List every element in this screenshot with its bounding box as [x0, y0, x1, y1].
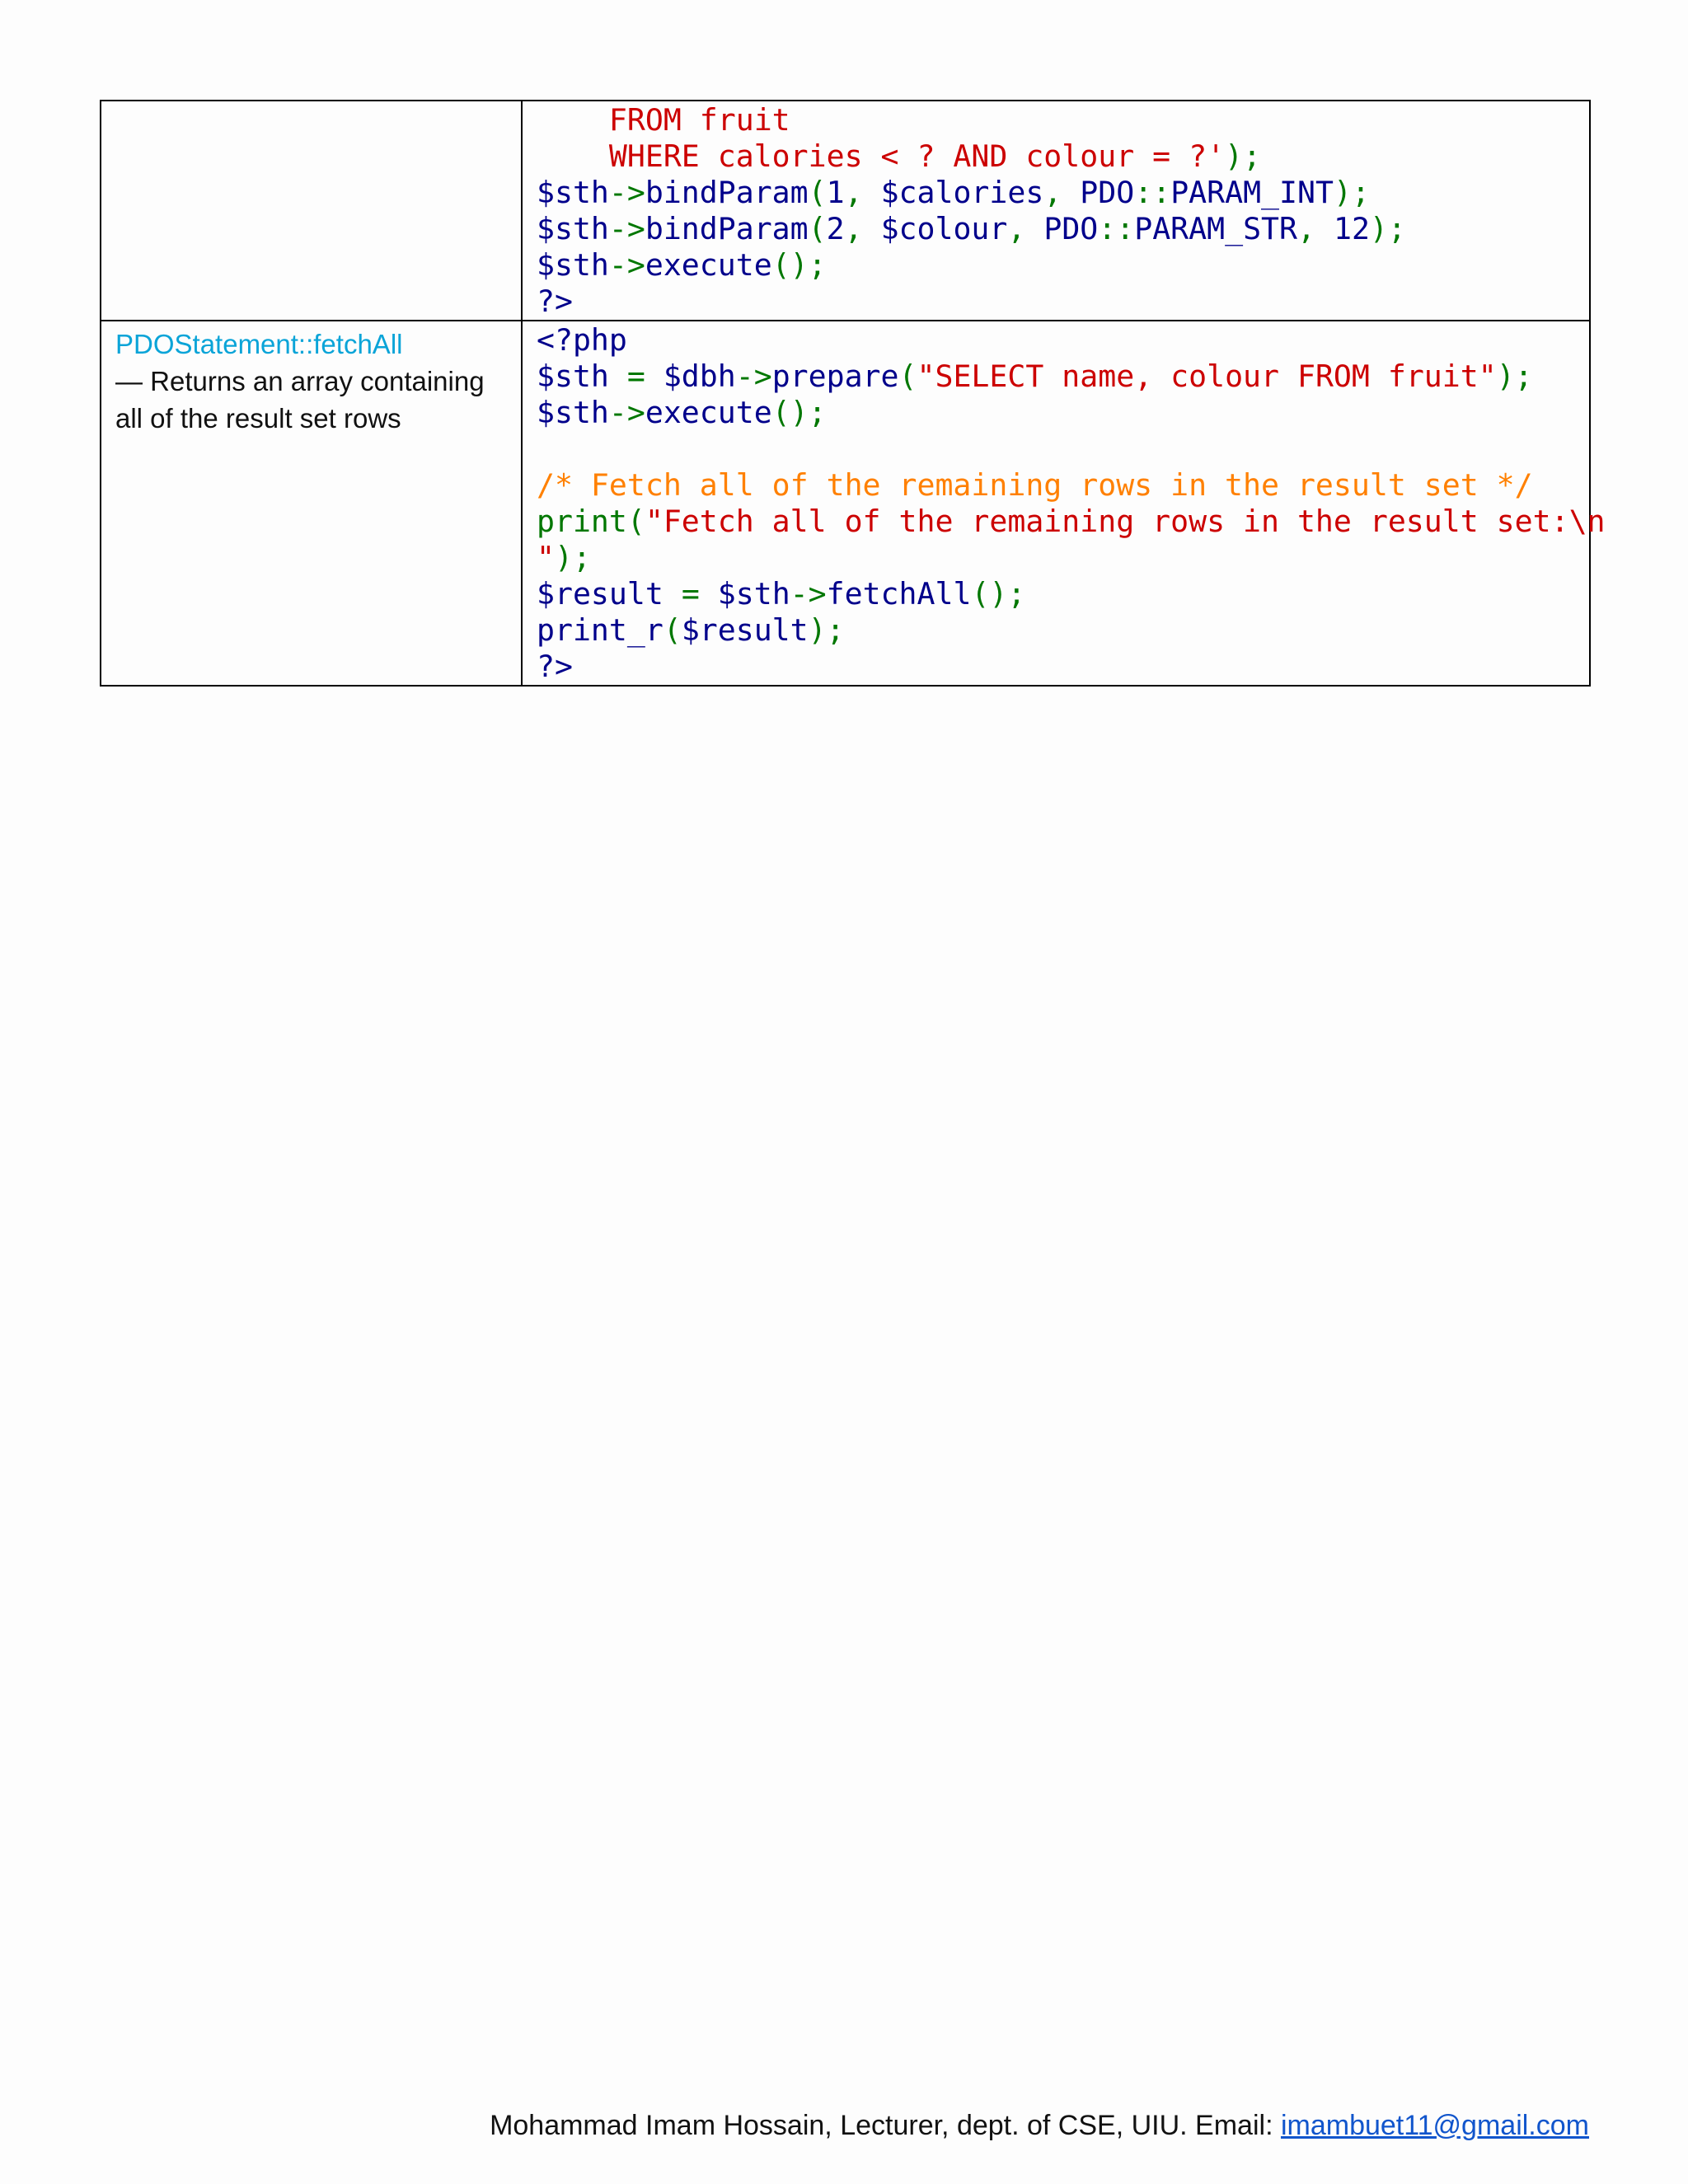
code-token: ); — [1496, 359, 1533, 394]
code-line — [537, 540, 1589, 576]
code-line — [537, 467, 1589, 504]
table-row — [101, 101, 1590, 321]
code-token: WHERE calories < ? AND colour = ?' — [537, 138, 1226, 174]
code-token: $sth — [537, 395, 609, 430]
code-line — [537, 359, 1589, 395]
code-token: -> — [608, 247, 645, 283]
code-token: $sth — [537, 175, 609, 210]
code-line — [537, 247, 1589, 284]
code-cell — [522, 101, 1590, 321]
code-token: print( — [537, 504, 645, 539]
code-line — [537, 284, 1589, 320]
code-token: print_r — [537, 612, 663, 648]
code-token: bindParam — [645, 175, 809, 210]
code-token: ?> — [537, 649, 573, 684]
code-line — [537, 395, 1589, 431]
code-line — [537, 322, 1589, 359]
code-token: ); — [1333, 175, 1370, 210]
code-token: $sth — [537, 211, 609, 246]
code-token: ( — [663, 612, 682, 648]
code-token: -> — [608, 395, 645, 430]
code-token: ); — [554, 540, 591, 575]
code-token: :: — [1134, 175, 1171, 210]
function-description — [101, 321, 521, 437]
code-token: , — [1043, 175, 1081, 210]
code-line — [537, 102, 1589, 138]
code-token: :: — [1098, 211, 1135, 246]
code-token: ); — [808, 612, 845, 648]
code-token: "Fetch all of the remaining rows in the result set:\n — [645, 504, 1606, 539]
code-line — [537, 576, 1589, 612]
code-token: (); — [771, 395, 827, 430]
code-token: $sth — [717, 576, 790, 612]
code-token: -> — [608, 175, 645, 210]
code-token: $colour — [880, 211, 1008, 246]
description-cell — [101, 101, 522, 321]
code-token: ); — [1225, 138, 1261, 174]
function-name: PDOStatement::fetchAll — [115, 329, 403, 359]
code-cell — [522, 321, 1606, 686]
code-token: ( — [808, 211, 827, 246]
code-token: = — [626, 359, 663, 394]
code-token: PARAM_INT — [1170, 175, 1334, 210]
code-line — [537, 431, 1589, 467]
code-token: ); — [1369, 211, 1406, 246]
code-token: /* Fetch all of the remaining rows in the result set */ — [537, 467, 1533, 503]
code-token: $sth — [537, 247, 609, 283]
code-token: = — [681, 576, 718, 612]
description-cell — [101, 321, 522, 686]
code-token: PARAM_STR — [1134, 211, 1298, 246]
code-token: PDO — [1080, 175, 1135, 210]
table-row — [101, 321, 1590, 686]
code-token: , — [844, 175, 881, 210]
row1-description — [101, 101, 521, 105]
code-line — [537, 138, 1589, 175]
code-token: -> — [790, 576, 827, 612]
code-token: $calories — [880, 175, 1044, 210]
code-token: "SELECT name, colour FROM fruit" — [917, 359, 1497, 394]
code-token: , — [1297, 211, 1334, 246]
code-token: 1 — [826, 175, 845, 210]
code-token: $result — [537, 576, 682, 612]
code-token: , — [1007, 211, 1044, 246]
description-line: all of the result set rows — [115, 403, 401, 434]
code-token: (); — [971, 576, 1026, 612]
code-token: (); — [771, 247, 827, 283]
code-token: PDO — [1043, 211, 1099, 246]
code-block — [523, 321, 1606, 685]
code-token: FROM fruit — [537, 102, 790, 138]
code-token: <?php — [537, 322, 627, 358]
code-token: prepare — [771, 359, 899, 394]
code-line — [537, 649, 1589, 685]
code-block — [523, 101, 1589, 320]
code-token: fetchAll — [826, 576, 972, 612]
code-token: " — [537, 540, 555, 575]
email-link[interactable]: imambuet11@gmail.com — [1280, 2110, 1589, 2141]
code-token: $sth — [537, 359, 627, 394]
code-token: -> — [608, 211, 645, 246]
code-token: execute — [645, 395, 772, 430]
code-token: execute — [645, 247, 772, 283]
code-token: $result — [681, 612, 809, 648]
code-token: 12 — [1333, 211, 1370, 246]
description-line: — Returns an array containing — [115, 366, 485, 396]
code-token: ?> — [537, 284, 573, 319]
code-line — [537, 175, 1589, 211]
code-token: ( — [808, 175, 827, 210]
code-token: bindParam — [645, 211, 809, 246]
code-line — [537, 612, 1589, 649]
code-token: , — [844, 211, 881, 246]
code-token: 2 — [826, 211, 845, 246]
code-token: ( — [898, 359, 917, 394]
footer-text: Mohammad Imam Hossain, Lecturer, dept. of CSE, UIU. Email: — [490, 2110, 1281, 2141]
code-token: $dbh — [663, 359, 736, 394]
code-reference-table — [100, 100, 1606, 687]
code-line — [537, 211, 1589, 247]
code-token: -> — [735, 359, 772, 394]
code-line — [537, 504, 1606, 540]
page-footer — [490, 2110, 1589, 2142]
